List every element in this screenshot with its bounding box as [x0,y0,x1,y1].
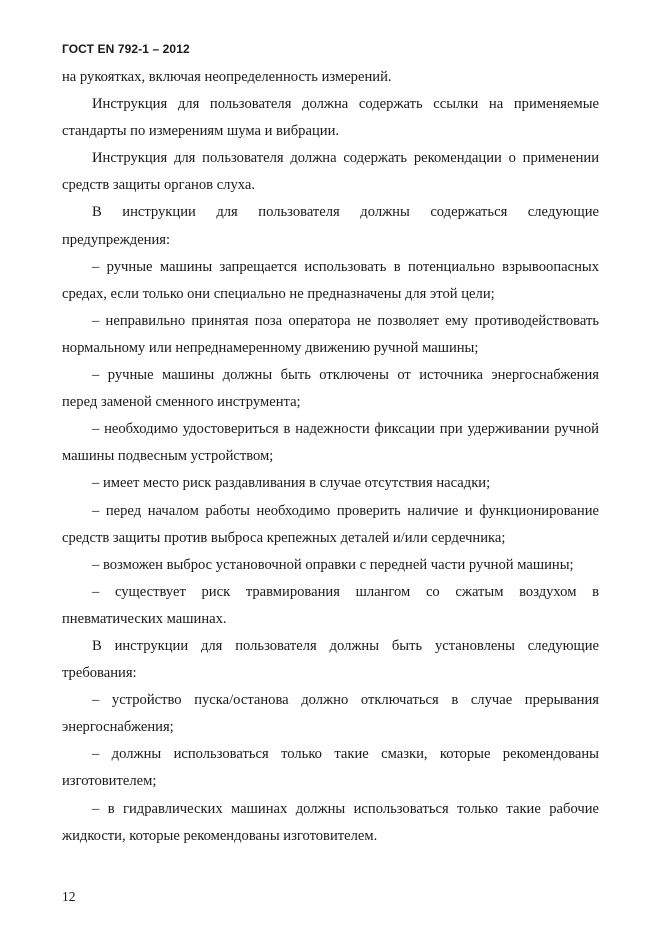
requirement-item-start-stop: – устройство пуска/останова должно отключаться в случае прерывания энергоснабжения; [62,692,599,736]
warning-item-disconnect: – ручные машины должны быть отключены от источника энергоснабжения перед заменой сменного инструмента; [62,367,599,411]
warning-item-mandrel-ejection: – возможен выброс установочной оправки с передней части ручной машины; [92,556,574,573]
document-body [62,64,599,850]
page-number: 12 [62,889,76,904]
warning-item-hose-injury: – существует риск травмирования шлангом со сжатым воздухом в пневматических машинах. [62,583,599,627]
requirement-item-lubricants: – должны использоваться только такие смазки, которые рекомендованы изготовителем; [62,746,599,790]
warning-item-suspension: – необходимо удостовериться в надежности фиксации при удерживании ручной машины подвесным устройством; [62,421,599,465]
warning-item-explosive: – ручные машины запрещается использовать в потенциально взрывоопасных средах, если только они специально не предназначены для этой цели; [62,258,599,302]
warning-item-fastener-ejection: – перед началом работы необходимо проверить наличие и функционирование средств защиты против выброса крепежных деталей и/или сердечника; [62,502,599,546]
warning-item-posture: – неправильно принятая поза оператора не позволяет ему противодействовать нормальному или непреднамеренному движению ручной машины; [62,312,599,356]
paragraph-requirements-intro: В инструкции для пользователя должны быть установлены следующие требования: [62,637,599,682]
paragraph-hearing-protection: Инструкция для пользователя должна содержать рекомендации о применении средств защиты органов слуха. [62,150,599,194]
paragraph-noise-vibration-standards: Инструкция для пользователя должна содержать ссылки на применяемые стандарты по измерениям шума и вибрации. [62,96,599,140]
paragraph-warnings-intro: В инструкции для пользователя должны содержаться следующие предупреждения: [62,204,599,248]
warning-item-crushing: – имеет место риск раздавливания в случае отсутствия насадки; [92,475,491,492]
requirement-item-hydraulic-fluids: – в гидравлических машинах должны использоваться только такие рабочие жидкости, которые рекомендованы изготовителем. [62,800,599,844]
paragraph-continuation: на рукоятках, включая неопределенность измерений. [62,69,392,85]
document-header: ГОСТ EN 792-1 – 2012 [62,42,190,56]
